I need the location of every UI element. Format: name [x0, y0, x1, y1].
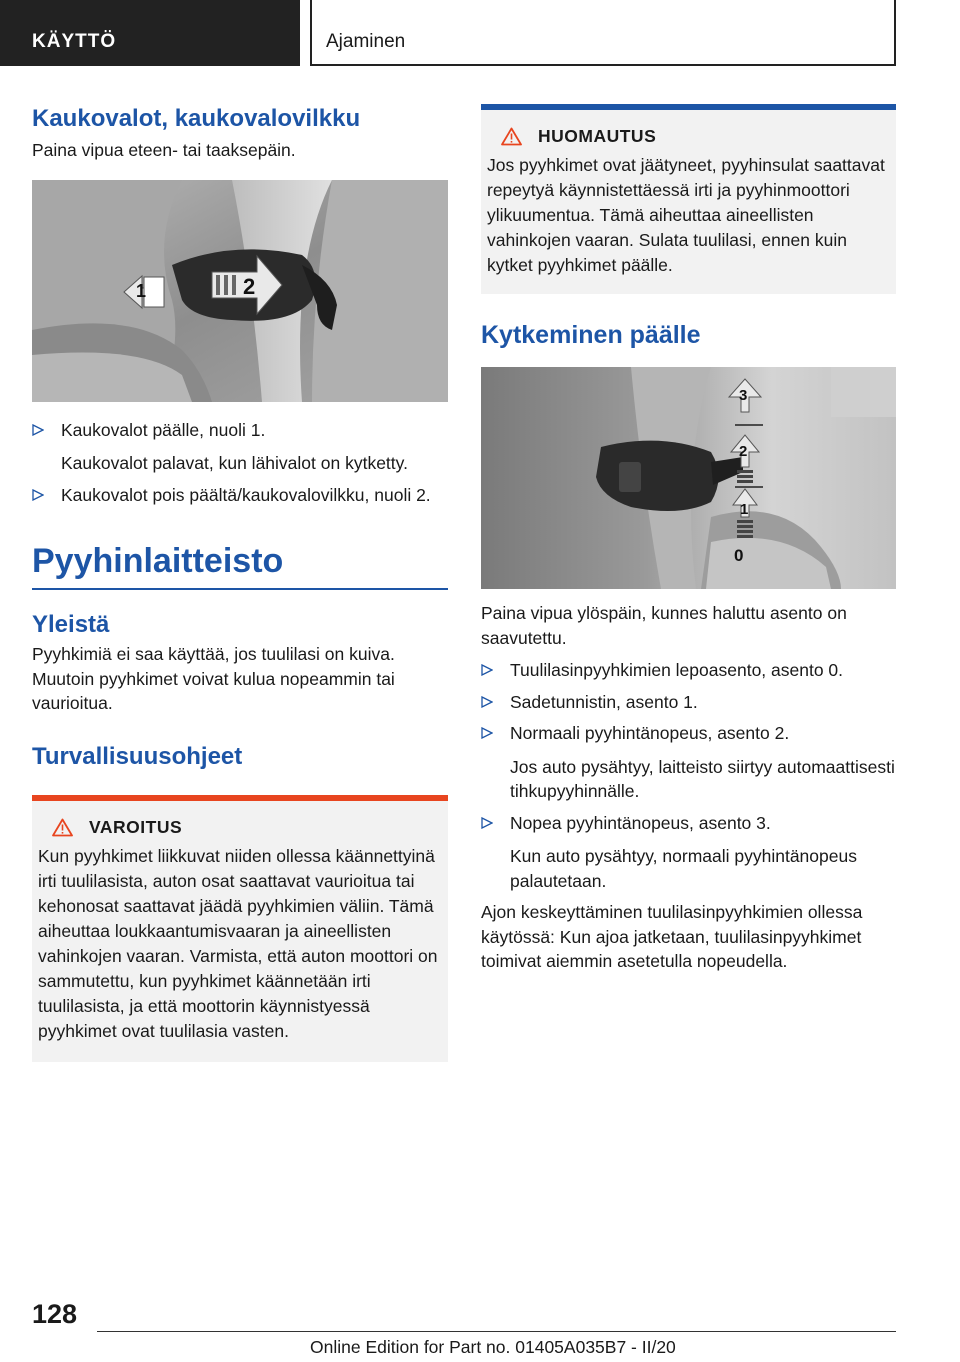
list-item	[32, 418, 448, 476]
position-0-label: 0	[734, 546, 744, 565]
triangle-bullet-icon	[481, 696, 493, 708]
high-beam-heading: Kaukovalot, kaukovalovilkku	[32, 105, 361, 132]
warning-text: Kun pyyhkimet liikkuvat niiden ollessa käännettyinä irti tuulilasista, auton osat saattavat vaurioitua tai kehonosat saattavat jäädä pyyhkimien väliin. Tämä aiheuttaa loukkaantumisvaaran ja aineellisten vahinkojen vaaran. Varmista, että auton moottori on sammutettu, kun pyyhkimet käännetään irti tuulilasista, ja että moottorin käynnistyessä pyyhkimet ovat tuulilasia vasten.	[38, 845, 438, 1041]
warning-box	[32, 795, 448, 1062]
bullet-subtext: Kaukovalot palavat, kun lähivalot on kytketty.	[61, 453, 408, 473]
triangle-bullet-icon	[481, 664, 493, 676]
bullet-subtext: Jos auto pysähtyy, laitteisto siirtyy automaattisesti tihkupyyhinnälle.	[510, 756, 895, 801]
list-item	[481, 811, 896, 894]
warning-title-text: VAROITUS	[89, 816, 183, 837]
left-column	[32, 104, 448, 1062]
wiper-lever-illustration	[481, 367, 896, 589]
switch-on-bullets	[481, 658, 896, 893]
high-beam-lever-illustration	[32, 180, 448, 402]
bullet-text: Normaali pyyhintänopeus, asento 2.	[510, 723, 790, 743]
chapter-title: Ajaminen	[310, 0, 896, 66]
switch-on-intro: Paina vipua ylöspäin, kunnes haluttu asento on saavutettu.	[481, 603, 847, 648]
notice-title	[487, 126, 890, 147]
position-3-label: 3	[739, 387, 748, 404]
list-item	[481, 690, 896, 715]
wipers-heading: Pyyhinlaitteisto	[32, 540, 448, 590]
arrow-1-label: 1	[136, 280, 147, 301]
warning-title	[38, 817, 442, 838]
general-heading: Yleistä	[32, 611, 110, 638]
notice-text: Jos pyyhkimet ovat jäätyneet, pyyhinsulat saattavat repeytyä käynnistettäessä irti ja pyyhinmoottori ylikuumentua. Tämä aiheuttaa aineellisten vahinkojen vaaran. Sulata tuulilasi, ennen kuin kytket pyyhkimet päälle.	[487, 155, 885, 275]
switch-on-outro: Ajon keskeyttäminen tuulilasinpyyhkimien ollessa käytössä: Kun ajoa jatketaan, tuulilasinpyyhkimet toimivat aiemmin asetetulla nopeudella.	[481, 902, 863, 971]
high-beam-lever-figure	[32, 180, 448, 402]
notice-box	[481, 104, 896, 294]
warning-triangle-icon	[52, 818, 73, 837]
triangle-bullet-icon	[32, 489, 44, 501]
bullet-text: Kaukovalot pois päältä/kaukovalovilkku, nuoli 2.	[61, 484, 431, 505]
footer-divider	[97, 1331, 896, 1332]
bullet-text: Tuulilasinpyyhkimien lepoasento, asento 0.	[510, 660, 844, 680]
general-text: Pyyhkimiä ei saa käyttää, jos tuulilasi on kuiva. Muutoin pyyhkimet voivat kulua nopeammin tai vaurioitua.	[32, 644, 395, 713]
wiper-lever-figure	[481, 367, 896, 589]
bullet-text: Sadetunnistin, asento 1.	[510, 691, 698, 712]
bullet-subtext: Kun auto pysähtyy, normaali pyyhintänopeus palautetaan.	[510, 846, 857, 891]
right-column	[481, 104, 896, 974]
switch-on-heading: Kytkeminen päälle	[481, 321, 701, 349]
notice-title-text: HUOMAUTUS	[538, 126, 657, 146]
triangle-bullet-icon	[481, 727, 493, 739]
triangle-bullet-icon	[481, 817, 493, 829]
warning-triangle-icon	[501, 127, 522, 146]
bullet-text: Kaukovalot päälle, nuoli 1.	[61, 419, 266, 440]
list-item	[32, 483, 448, 508]
high-beam-intro: Paina vipua eteen- tai taaksepäin.	[32, 140, 296, 160]
high-beam-bullets	[32, 418, 448, 508]
page-number: 128	[32, 1299, 78, 1329]
position-1-label: 1	[740, 501, 749, 518]
section-tab: KÄYTTÖ	[0, 0, 300, 66]
position-2-label: 2	[739, 443, 748, 460]
list-item	[481, 658, 896, 683]
list-item	[481, 721, 896, 804]
bullet-text: Nopea pyyhintänopeus, asento 3.	[510, 812, 771, 833]
triangle-bullet-icon	[32, 424, 44, 436]
safety-heading: Turvallisuusohjeet	[32, 742, 243, 770]
arrow-2-label: 2	[243, 273, 256, 299]
footer-edition: Online Edition for Part no. 01405A035B7 - II/20	[310, 1337, 676, 1357]
